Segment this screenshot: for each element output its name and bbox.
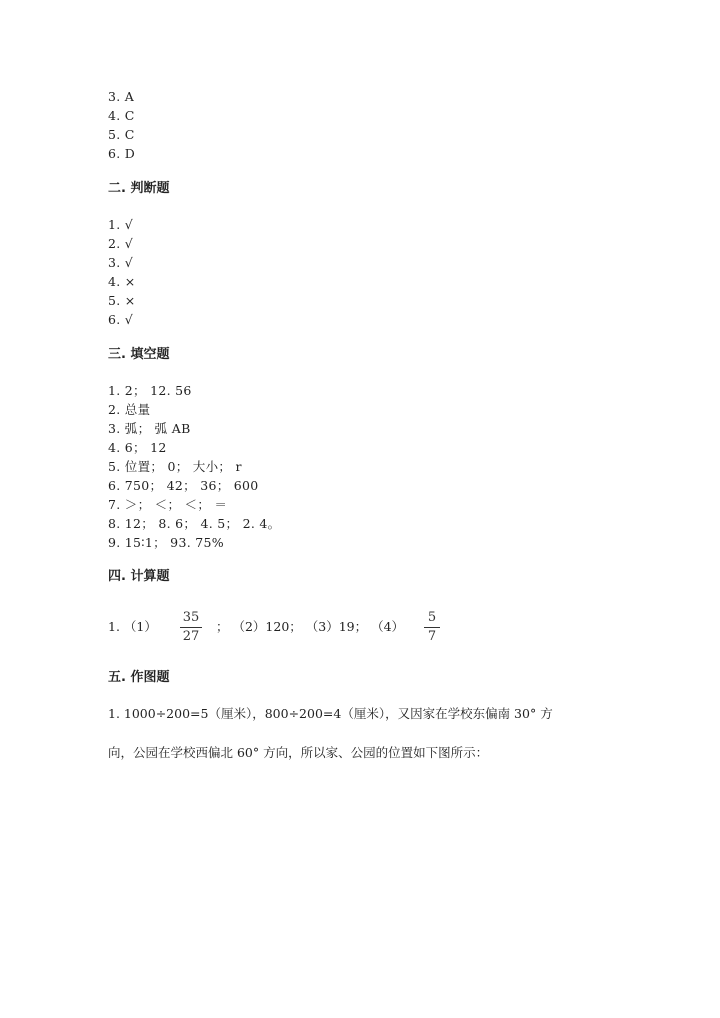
fraction-5-7 [424,610,440,645]
fraction-bar [180,627,202,628]
judge-answer-2: 2. √ [108,236,134,251]
choice-answer-4: 4. C [108,108,135,123]
fraction-35-27 [180,610,202,645]
calc-section-title: 四. 计算题 [108,569,170,584]
fraction-denominator: 27 [182,629,200,644]
judge-answer-1: 1. √ [108,217,134,232]
fraction-denominator: 7 [427,629,437,644]
fill-section-title: 三. 填空题 [108,347,170,362]
fill-answer-4: 4. 6； 12 [108,440,167,455]
fill-answer-2: 2. 总量 [108,402,151,417]
fraction-numerator: 35 [182,610,200,625]
fill-answer-3: 3. 弧； 弧 AB [108,421,191,436]
choice-answer-3: 3. A [108,89,135,104]
draw-answer-line-1: 1. 1000÷200=5（厘米），800÷200=4（厘米），又因家在学校东偏南 30° 方 [108,706,553,721]
choice-answer-6: 6. D [108,146,136,161]
fill-answer-7: 7. ＞； ＜； ＜； ＝ [108,497,228,512]
choice-answer-5: 5. C [108,127,135,142]
fill-answer-1: 1. 2； 12. 56 [108,383,192,398]
fill-answer-9: 9. 15∶1； 93. 75% [108,535,224,550]
calc-part-1: 1. （1） [108,619,157,634]
judge-section-title: 二. 判断题 [108,181,170,196]
fill-answer-5: 5. 位置； 0； 大小； r [108,459,242,474]
draw-section-title: 五. 作图题 [108,670,170,685]
judge-answer-5: 5. × [108,293,136,308]
judge-answer-3: 3. √ [108,255,134,270]
draw-answer-line-2: 向，公园在学校西偏北 60° 方向，所以家、公园的位置如下图所示： [108,745,489,760]
judge-answer-4: 4. × [108,274,136,289]
calc-part-2: ； （2）120； （3）19； （4） [216,619,405,634]
fill-answer-6: 6. 750； 42； 36； 600 [108,478,259,493]
fraction-numerator: 5 [427,610,437,625]
fraction-bar [424,627,440,628]
judge-answer-6: 6. √ [108,312,134,327]
fill-answer-8: 8. 12； 8. 6； 4. 5； 2. 4。 [108,516,281,531]
